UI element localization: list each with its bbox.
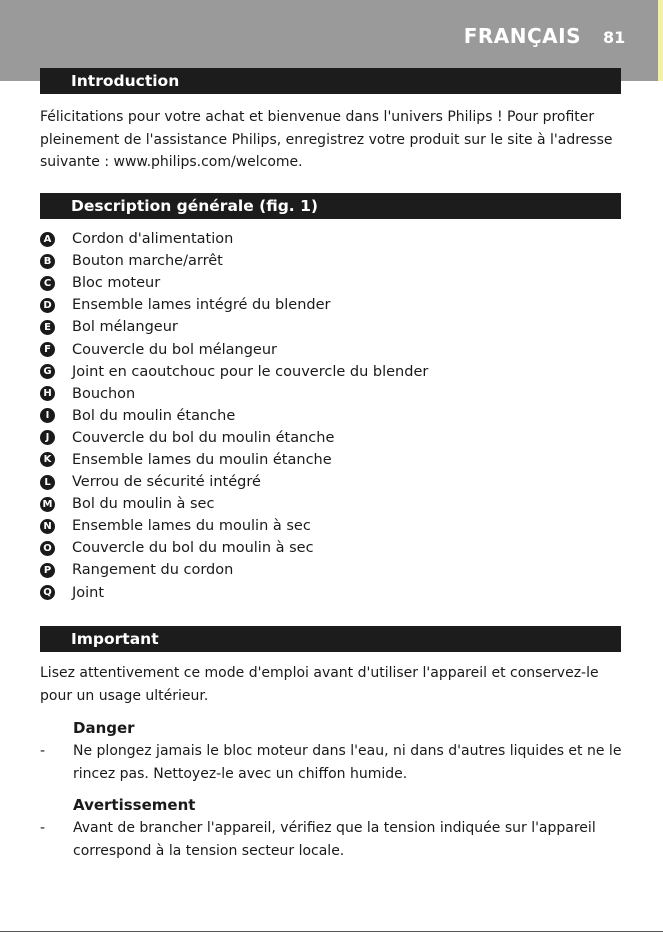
part-label: Bol du moulin à sec <box>72 496 215 513</box>
part-item <box>40 493 428 515</box>
part-letter-badge: J <box>40 430 55 445</box>
part-label: Ensemble lames du moulin étanche <box>72 451 332 468</box>
part-letter-badge: O <box>40 541 55 556</box>
warning-text: Avant de brancher l'appareil, vérifiez que la tension indiquée sur l'appareil correspond à la tension secteur locale. <box>73 820 596 859</box>
part-label: Joint <box>72 584 105 601</box>
part-letter-badge: G <box>40 364 55 379</box>
part-item <box>40 316 428 338</box>
part-item <box>40 383 428 405</box>
part-item <box>40 250 428 272</box>
part-label: Bouchon <box>72 385 136 402</box>
introduction-text: Félicitations pour votre achat et bienvenue dans l'univers Philips ! Pour profiter pleinement de l'assistance Philips, enregistrez votre produit sur le site à l'adresse suivante : www.philips.com/welcome. <box>40 109 613 170</box>
part-item <box>40 449 428 471</box>
warning-heading: Avertissement <box>73 796 196 814</box>
part-label: Bouton marche/arrêt <box>72 253 223 270</box>
part-item <box>40 228 428 250</box>
part-item <box>40 471 428 493</box>
danger-heading: Danger <box>73 719 135 737</box>
part-letter-badge: B <box>40 254 55 269</box>
part-letter-badge: D <box>40 298 55 313</box>
part-item <box>40 515 428 537</box>
part-letter-badge: F <box>40 342 55 357</box>
part-label: Couvercle du bol du moulin étanche <box>72 429 335 446</box>
part-letter-badge: K <box>40 452 55 467</box>
part-letter-badge: Q <box>40 585 55 600</box>
part-item <box>40 361 428 383</box>
part-letter-badge: A <box>40 232 55 247</box>
parts-list <box>40 228 428 604</box>
part-label: Joint en caoutchouc pour le couvercle du blender <box>72 363 429 380</box>
part-label: Couvercle du bol du moulin à sec <box>72 540 314 557</box>
part-label: Bol du moulin étanche <box>72 407 236 424</box>
part-item <box>40 272 428 294</box>
section-title-introduction: Introduction <box>40 68 621 94</box>
part-letter-badge: E <box>40 320 55 335</box>
header-language: FRANÇAIS <box>463 24 581 48</box>
danger-bullet <box>40 740 630 786</box>
part-label: Couvercle du bol mélangeur <box>72 341 278 358</box>
part-item <box>40 537 428 559</box>
footer-rule <box>0 931 663 932</box>
part-label: Verrou de sécurité intégré <box>72 474 261 491</box>
part-letter-badge: H <box>40 386 55 401</box>
part-item <box>40 582 428 604</box>
part-label: Bloc moteur <box>72 275 161 292</box>
page-number: 81 <box>603 28 626 47</box>
part-item <box>40 338 428 360</box>
part-label: Rangement du cordon <box>72 562 234 579</box>
part-item <box>40 405 428 427</box>
part-item <box>40 427 428 449</box>
section-title-important: Important <box>40 626 621 652</box>
part-label: Bol mélangeur <box>72 319 178 336</box>
part-letter-badge: M <box>40 497 55 512</box>
part-item <box>40 294 428 316</box>
part-label: Cordon d'alimentation <box>72 231 234 248</box>
part-label: Ensemble lames intégré du blender <box>72 297 331 314</box>
part-letter-badge: C <box>40 276 55 291</box>
bullet-dash: - <box>40 743 46 759</box>
section-title-description: Description générale (fig. 1) <box>40 193 621 219</box>
part-letter-badge: I <box>40 408 55 423</box>
warning-bullet <box>40 817 630 863</box>
part-label: Ensemble lames du moulin à sec <box>72 518 311 535</box>
important-text: Lisez attentivement ce mode d'emploi avant d'utiliser l'appareil et conservez-le pour un usage ultérieur. <box>40 665 599 704</box>
part-item <box>40 559 428 581</box>
danger-text: Ne plongez jamais le bloc moteur dans l'eau, ni dans d'autres liquides et ne le rincez pas. Nettoyez-le avec un chiffon humide. <box>73 743 622 782</box>
bullet-dash: - <box>40 820 46 836</box>
page-edge-strip <box>658 0 663 81</box>
part-letter-badge: N <box>40 519 55 534</box>
part-letter-badge: P <box>40 563 55 578</box>
part-letter-badge: L <box>40 475 55 490</box>
